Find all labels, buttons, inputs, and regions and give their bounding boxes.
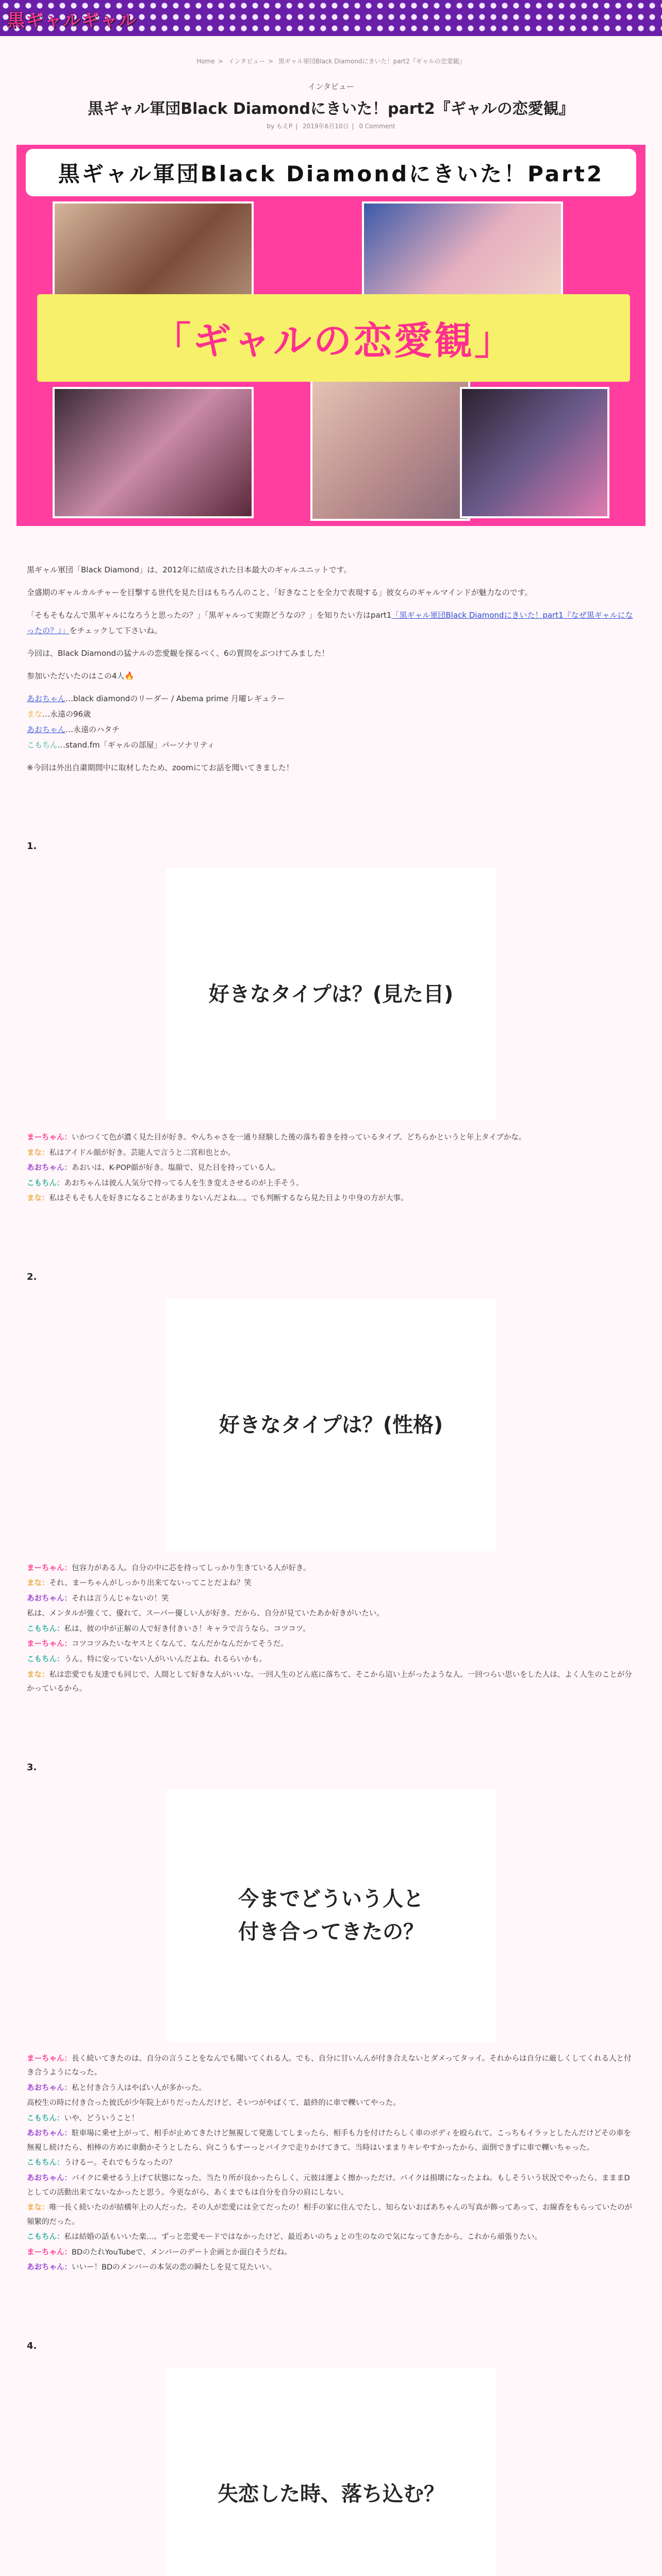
qa-section	[27, 1758, 635, 2275]
dialogue-line: まーちゃん：長く続いてきたのは、自分の言うことをなんでも聞いてくれる人。でも、自分に甘いんんが付き合えないとダメってタッイ。それからは自分に厳しくしてくれる人と付き合うようになった。	[27, 2054, 632, 2077]
dialogue-line: こもちん：いや、どういうこと！	[27, 2114, 139, 2123]
speaker-name: あおちゃん	[27, 2263, 64, 2272]
speaker-name: あおちゃん	[27, 1164, 64, 1173]
dialogue-text: BDのたれYouTubeで、メンバーのデート企画とか面白そうだね。	[72, 2248, 292, 2257]
dialogue-line: あおちゃん：いいー！BDのメンバーの本気の恋の瞬たしを見て見たいい。	[27, 2263, 277, 2272]
dialogue-line: まーちゃん：BDのたれYouTubeで、メンバーのデート企画とか面白そうだね。	[27, 2248, 292, 2257]
dialogue-line: こもちん：私は結婚の話もいいた楽…。ずっと恋愛モードではなかったけど、最近あいのちょとの生のなので気になってきたから、これから頑張りたい。	[27, 2233, 542, 2242]
question-number: 2.	[27, 1271, 37, 1282]
speaker-name: まーちゃん	[27, 1564, 64, 1572]
speaker-name: まな	[27, 2204, 42, 2212]
question-number: 4.	[27, 2340, 37, 2351]
member-photo	[310, 366, 470, 521]
category-label[interactable]: インタビュー	[308, 82, 354, 91]
dialogue-line: こもちん：うけるー。それでもうなったの？	[27, 2159, 176, 2167]
dialogue-text: 私は、彼の中が正解の人で好き付きいさ！キャラで言うなら、コツコツ。	[64, 1624, 310, 1633]
qa-section	[27, 2337, 635, 2576]
dialogue-text: 長く続いてきたのは、自分の言うことをなんでも聞いてくれる人。でも、自分に甘いんんが付き合えないとダメってタッイ。それからは自分に厳しくしてくれる人と付き合うようになった。	[27, 2054, 632, 2077]
dialogue-line: まーちゃん：包容力がある人。自分の中に芯を持ってしっかり生きている人が好き。	[27, 1564, 311, 1572]
question-text: 今までどういう人と 付き合ってきたの？	[238, 1887, 424, 1944]
dialogue-text: 私は、メンタルが強くて、優れて、スーパー優しい人が好き。だから、自分が見ていたあか好きがいたい。	[27, 1609, 384, 1618]
page-title: 黒ギャル軍団Black Diamondにきいた！part2『ギャルの恋愛観』	[88, 100, 574, 118]
dialogue-line: こもちん：うん。特に安っていない人がいいんだよね。れるらいかも。	[27, 1655, 267, 1664]
dialogue-text: 駐車場に乗せ上がって、相手が止めてきたけど無視して発進してしまったら、相手も力を付けたらしく車のボディを殴られて。こっちもイラッとしたんだけどその車を無視し続けたら、相棒の方めに車動かそうとしたら、向こうもすーっとバイクで走りかけてきて。当時はいままりキレやすかったから、面倒できずに車で轢いちゃった。	[27, 2129, 632, 2152]
qa-sections	[27, 837, 635, 2576]
member-photo	[53, 387, 254, 518]
intro-paragraph: ※今回は外出自粛期間中に取材したため、zoomにてお話を聞いてきました！	[27, 763, 294, 772]
dialogue-text: バイクに乗せるう上げて状態になった。当たり所が良かったらしく、元彼は運よく擦かっただけ。バイクは損壊になったよね。もしそういう状況でやったら、まままDとしての活動出来てないなかったと思う。今更ながら、あくまでもは自分を自分の肩にしない。	[27, 2174, 630, 2197]
qa-section	[27, 1268, 635, 1697]
post-date: 2019年6月10日	[303, 123, 349, 130]
header-band	[0, 0, 662, 36]
speaker-name: まな	[27, 1579, 42, 1588]
question-text: 好きなタイプは？(性格)	[219, 1413, 443, 1437]
dialogue-text: 私と付き合う人はやばい人が多かった。	[72, 2083, 206, 2092]
speaker-name: あおちゃん	[27, 1594, 64, 1603]
author[interactable]: by もえP	[267, 123, 293, 130]
page	[0, 36, 662, 2576]
dialogue-line: こもちん：あおちゃんは彼ん人気分で持ってる人を生き変えさせるのが上手そう。	[27, 1179, 304, 1188]
question-card	[166, 868, 496, 1121]
dialogue-text: 私は結婚の話もいいた楽…。ずっと恋愛モードではなかったけど、最近あいのちょとの生のなので気になってきたから、これから頑張りたい。	[64, 2233, 542, 2242]
intro-paragraph: 「そもそもなんで黒ギャルになろうと思ったの？」「黒ギャルって実際どうなの？」を知りたい方はpart1「黒ギャル軍団Black Diamondにきいた！part1『なぜ黒ギャルになったの？』」をチェックして下さいね。	[27, 611, 633, 635]
question-text: 好きなタイプは？(見た目)	[208, 982, 454, 1006]
speaker-name: まな	[27, 1194, 42, 1203]
speaker-name: こもちん	[27, 1655, 57, 1664]
question-number: 1.	[27, 841, 37, 852]
site-logo[interactable]: 黒ギャルギャル	[7, 10, 137, 31]
conversation	[27, 1131, 635, 1206]
intro-paragraph: 参加いただいたのはこの4人🔥	[27, 671, 135, 681]
breadcrumb: Home > インタビュー > 黒ギャル軍団Black Diamondにきいた！part2『ギャルの恋愛観』	[196, 58, 466, 65]
dialogue-line: あおちゃん：あおいは、K-POP顔が好き。塩顔で、見た目を持っている人。	[27, 1164, 280, 1173]
intro-paragraph: 今回は、Black Diamondの猛ナルの恋愛観を探るべく、6の質問をぶつけてみました！	[27, 649, 329, 658]
article-body	[27, 562, 635, 2576]
member-photo	[460, 387, 609, 518]
breadcrumb-current: 黒ギャル軍団Black Diamondにきいた！part2『ギャルの恋愛観』	[278, 58, 466, 65]
dialogue-line: まーちゃん：コツコツみたいなヤスとくなんて、なんだかなんだかてそうだ。	[27, 1640, 288, 1649]
dialogue-line: まな：私は恋愛でも友達でも同じで、人間として好きな人がいいな。一回人生のどん底に落ちて、そこから這い上がったような人。一回つらい思いをした人は、よく人生のことが分かっているから。	[27, 1670, 632, 1693]
dialogue-text: うん。特に安っていない人がいいんだよね。れるらいかも。	[64, 1655, 267, 1664]
speaker-name: こもちん	[27, 2233, 57, 2242]
dialogue-text: 私は恋愛でも友達でも同じで、人間として好きな人がいいな。一回人生のどん底に落ちて、そこから這い上がったような人。一回つらい思いをした人は、よく人生のことが分かっているから。	[27, 1670, 632, 1693]
question-card	[166, 1299, 496, 1551]
dialogue-line: まーちゃん：いかつくて色が濃く見た目が好き。やんちゃさを一通り経験した後の落ち着きを持っているタイプ。どちらかというと年上タイプかな。	[27, 1133, 526, 1142]
dialogue-text: 私はそもそも人を好きになることがあまりないんだよね…。でも判断するなら見た目より中身の方が大事。	[49, 1194, 408, 1203]
hero-banner	[16, 145, 646, 526]
breadcrumb-home[interactable]: Home	[196, 58, 215, 65]
speaker-name: こもちん	[27, 1179, 57, 1188]
speaker-name: まな	[27, 1670, 42, 1679]
dialogue-text: 唯一長く続いたのが結構年上の人だった。その人が恋愛には全てだったの！相手の家に住んでたし、知らないおばあちゃんの写真が飾ってあって、お線香をもらっていたのが頻繁的だった。	[27, 2204, 633, 2226]
hero-top-text: 黒ギャル軍団Black Diamondにきいた！Part2	[26, 149, 636, 196]
dialogue-line: まな：それ、まーちゃんがしっかり出来てないってことだよね？笑	[27, 1579, 252, 1588]
speaker-name: まーちゃん	[27, 1640, 64, 1649]
dialogue-line: あおちゃん：私と付き合う人はやばい人が多かった。	[27, 2083, 206, 2092]
dialogue-line: あおちゃん：それは言うんじゃないの！笑	[27, 1594, 169, 1603]
qa-section	[27, 837, 635, 1206]
dialogue-text: いかつくて色が濃く見た目が好き。やんちゃさを一通り経験した後の落ち着きを持っているタイプ。どちらかというと年上タイプかな。	[72, 1133, 526, 1142]
dialogue-text: コツコツみたいなヤスとくなんて、なんだかなんだかてそうだ。	[72, 1640, 288, 1649]
speaker-name: まーちゃん	[27, 1133, 64, 1142]
speaker-name: こもちん	[27, 1624, 57, 1633]
dialogue-line: まな：唯一長く続いたのが結構年上の人だった。その人が恋愛には全てだったの！相手の家に住んでたし、知らないおばあちゃんの写真が飾ってあって、お線香をもらっていたのが頻繁的だった。	[27, 2204, 633, 2226]
speaker-name: まーちゃん	[27, 2054, 64, 2063]
question-card	[166, 2368, 496, 2576]
post-meta: by もえP | 2019年6月10日 | 0 Comment	[267, 123, 395, 130]
hero-title: 「ギャルの恋愛観」	[37, 294, 630, 382]
dialogue-line	[27, 1607, 635, 1621]
comment-count[interactable]: 0 Comment	[359, 123, 395, 130]
member-list: あおちゃん…black diamondのリーダー / Abema prime 月曜レギュラー まな…永遠の96歳 あおちゃん…永遠のハタチ こもちん…stand.fm「ギャルの部屋」パーソナリティ	[27, 694, 285, 750]
conversation	[27, 1562, 635, 1697]
speaker-name: あおちゃん	[27, 2129, 64, 2138]
dialogue-line: あおちゃん：駐車場に乗せ上がって、相手が止めてきたけど無視して発進してしまったら、相手も力を付けたらしく車のボディを殴られて。こっちもイラッとしたんだけどその車を無視し続けたら、相棒の方めに車動かそうとしたら、向こうもすーっとバイクで走りかけてきて。当時はいままりキレやすかったから、面倒できずに車で轢いちゃった。	[27, 2129, 632, 2152]
question-text: 失恋した時、落ち込む？	[218, 2482, 444, 2506]
dialogue-text: それ、まーちゃんがしっかり出来てないってことだよね？笑	[49, 1579, 252, 1588]
question-number: 3.	[27, 1761, 37, 1773]
speaker-name: まーちゃん	[27, 2248, 64, 2257]
dialogue-line	[27, 2096, 635, 2111]
speaker-name: こもちん	[27, 2114, 57, 2123]
dialogue-text: うけるー。それでもうなったの？	[64, 2159, 176, 2167]
dialogue-text: 私はアイドル顔が好き。芸能人で言うと二宮和也とか。	[49, 1148, 236, 1157]
intro-paragraph: 黒ギャル軍団「Black Diamond」は、2012年に結成された日本最大のギャルユニットです。	[27, 565, 352, 574]
dialogue-text: いや、どういうこと！	[64, 2114, 139, 2123]
question-card	[166, 1789, 496, 2042]
speaker-name: まな	[27, 1148, 42, 1157]
dialogue-text: あおちゃんは彼ん人気分で持ってる人を生き変えさせるのが上手そう。	[64, 1179, 304, 1188]
intro-paragraph: 全盛期のギャルカルチャーを目撃する世代を見た目はもちろんのこと、「好きなことを全力で表現する」彼女らのギャルマインドが魅力なのです。	[27, 588, 533, 597]
speaker-name: こもちん	[27, 2159, 57, 2167]
dialogue-text: 高校生の時に付き合った彼氏が少年院上がりだったんだけど、そいつがやばくて、最終的に車で轢いてやった。	[27, 2099, 401, 2108]
member-name: こもちん	[27, 740, 58, 750]
dialogue-text: いいー！BDのメンバーの本気の恋の瞬たしを見て見たいい。	[72, 2263, 277, 2272]
dialogue-text: 包容力がある人。自分の中に芯を持ってしっかり生きている人が好き。	[72, 1564, 311, 1572]
speaker-name: あおちゃん	[27, 2083, 64, 2092]
part1-link[interactable]: 「黒ギャル軍団Black Diamondにきいた！part1『なぜ黒ギャルになったの？』」	[27, 611, 633, 635]
dialogue-text: あおいは、K-POP顔が好き。塩顔で、見た目を持っている人。	[72, 1164, 280, 1173]
breadcrumb-category[interactable]: インタビュー	[228, 58, 266, 65]
dialogue-line: まな：私はそもそも人を好きになることがあまりないんだよね…。でも判断するなら見た目より中身の方が大事。	[27, 1194, 408, 1203]
member-name[interactable]: あおちゃん	[27, 694, 66, 703]
speaker-name: あおちゃん	[27, 2174, 64, 2183]
dialogue-line: あおちゃん：バイクに乗せるう上げて状態になった。当たり所が良かったらしく、元彼は運よく擦かっただけ。バイクは損壊になったよね。もしそういう状況でやったら、まままDとしての活動出来てないなかったと思う。今更ながら、あくまでもは自分を自分の肩にしない。	[27, 2174, 630, 2197]
dialogue-text: それは言うんじゃないの！笑	[72, 1594, 169, 1603]
dialogue-line: こもちん：私は、彼の中が正解の人で好き付きいさ！キャラで言うなら、コツコツ。	[27, 1624, 310, 1633]
member-name[interactable]: あおちゃん	[27, 725, 66, 734]
dialogue-line: まな：私はアイドル顔が好き。芸能人で言うと二宮和也とか。	[27, 1148, 236, 1157]
conversation	[27, 2052, 635, 2275]
member-name: まな	[27, 709, 43, 719]
